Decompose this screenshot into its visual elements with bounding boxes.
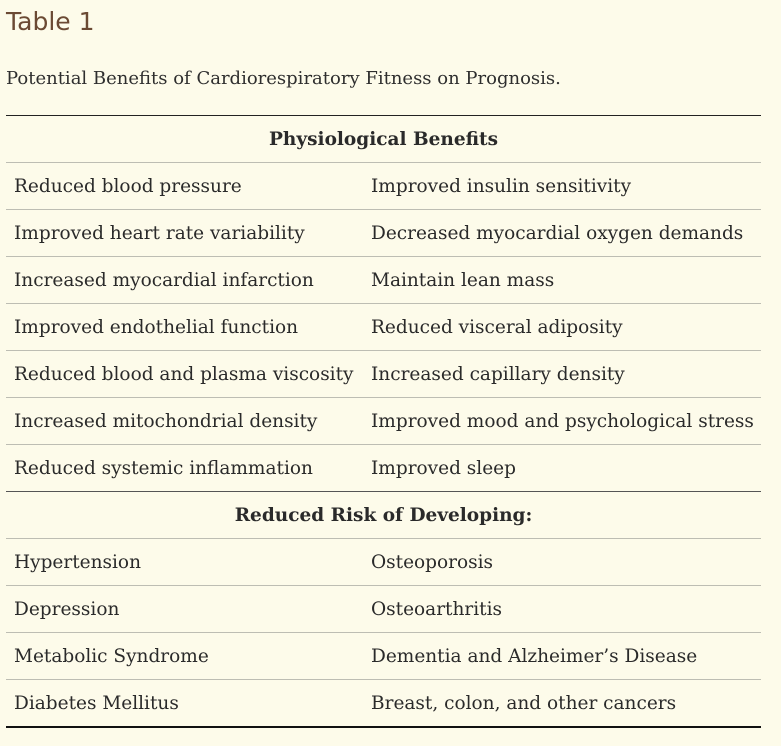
table-cell: Dementia and Alzheimer’s Disease — [363, 633, 761, 680]
table-row — [6, 257, 761, 304]
table-cell: Osteoarthritis — [363, 586, 761, 633]
section-header: Reduced Risk of Developing: — [6, 492, 761, 539]
table-cell: Hypertension — [6, 539, 363, 586]
table-row — [6, 163, 761, 210]
table-row — [6, 680, 761, 728]
table-row — [6, 539, 761, 586]
table-row — [6, 445, 761, 492]
table-cell: Improved sleep — [363, 445, 761, 492]
table-caption: Potential Benefits of Cardiorespiratory Fitness on Prognosis. — [6, 68, 561, 89]
section-header-row — [6, 492, 761, 539]
table-cell: Improved heart rate variability — [6, 210, 363, 257]
table-cell: Increased mitochondrial density — [6, 398, 363, 445]
table-row — [6, 633, 761, 680]
table-row — [6, 586, 761, 633]
table-cell: Decreased myocardial oxygen demands — [363, 210, 761, 257]
table-row — [6, 304, 761, 351]
table-cell: Improved insulin sensitivity — [363, 163, 761, 210]
table-cell: Improved endothelial function — [6, 304, 363, 351]
table-cell: Breast, colon, and other cancers — [363, 680, 761, 728]
table-cell: Maintain lean mass — [363, 257, 761, 304]
table-cell: Reduced visceral adiposity — [363, 304, 761, 351]
benefits-table — [6, 115, 761, 728]
section-header: Physiological Benefits — [6, 116, 761, 163]
table-cell: Depression — [6, 586, 363, 633]
table-cell: Reduced blood pressure — [6, 163, 363, 210]
table-cell: Osteoporosis — [363, 539, 761, 586]
table-row — [6, 210, 761, 257]
table-cell: Metabolic Syndrome — [6, 633, 363, 680]
table-cell: Increased myocardial infarction — [6, 257, 363, 304]
table-cell: Improved mood and psychological stress — [363, 398, 761, 445]
table-cell: Reduced blood and plasma viscosity — [6, 351, 363, 398]
table-cell: Increased capillary density — [363, 351, 761, 398]
table-row — [6, 398, 761, 445]
table-row — [6, 351, 761, 398]
section-header-row — [6, 116, 761, 163]
table-cell: Diabetes Mellitus — [6, 680, 363, 728]
table-title: Table 1 — [6, 7, 95, 36]
table-cell: Reduced systemic inflammation — [6, 445, 363, 492]
